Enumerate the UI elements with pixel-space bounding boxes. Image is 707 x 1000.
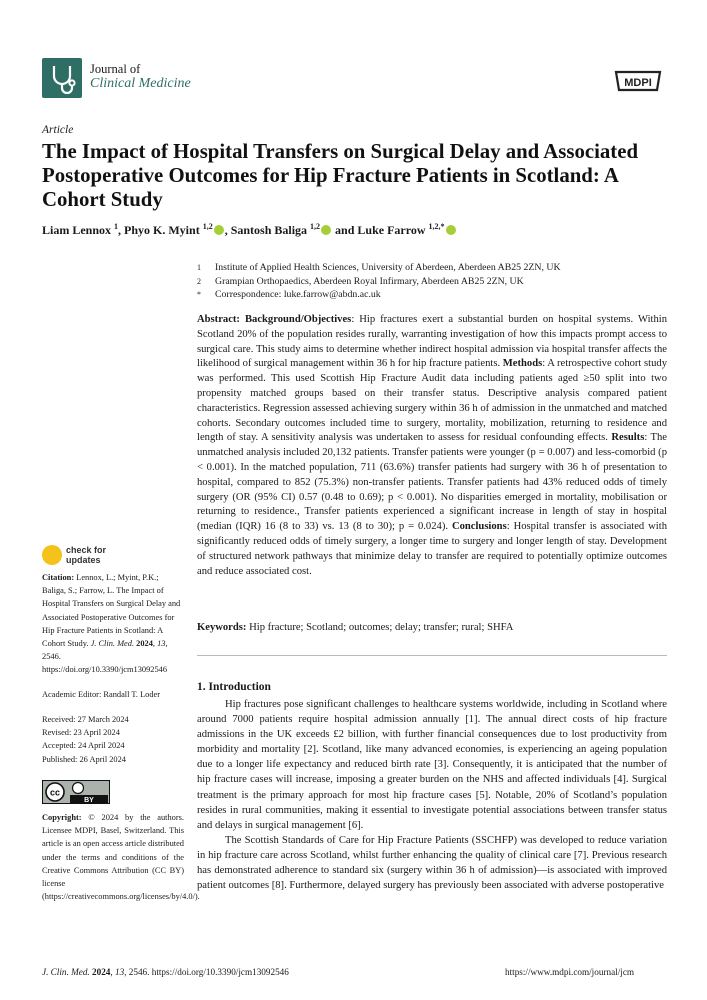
citation-pages: , 2546. https://doi.org/10.3390/jcm13092546 [42, 639, 168, 675]
check-updates-text-2: updates [66, 555, 101, 565]
orcid-icon[interactable] [446, 225, 456, 235]
cc-icon-text: cc [49, 787, 61, 798]
abstract-methods-text: : A retrospective cohort study was performed. This used Scottish Hip Fracture Audit data including patients aged ≥50 split into two propensity matched groups based on their transfer status. Descriptive analysis compared patient characteristics. Regression assessed achieving surgery within 36 h of admission in the unmatched and matched cohorts. Secondary outcomes included time to surgery, mortality, mobilization, returning to residence and length of stay. A sensitivity analysis was undertaken to assess for residual confounding effects. [197, 358, 667, 444]
abstract-label: Abstract: [197, 314, 240, 325]
keywords-label: Keywords: [197, 622, 247, 633]
journal-name-line2: Clinical Medicine [90, 76, 191, 91]
affiliation-text: Correspondence: luke.farrow@abdn.ac.uk [215, 289, 381, 301]
svg-text:MDPI: MDPI [624, 77, 652, 89]
author-separator: , [118, 223, 125, 237]
date-published: Published: 26 April 2024 [42, 754, 126, 764]
abstract-conclusions-label: Conclusions [451, 521, 507, 533]
date-accepted: Accepted: 24 April 2024 [42, 741, 125, 751]
mdpi-logo [613, 68, 663, 94]
abstract [197, 313, 667, 579]
keywords [197, 621, 667, 636]
author-name: Liam Lennox [42, 223, 112, 237]
section-divider [197, 655, 667, 656]
abstract-conclusions-text: : Hospital transfer is associated with significantly reduced odds of timely surgery, a longer time to surgery and longer length of stay. Development of structured network pathways that minimize delay to transfer are required to potentially optimize outcomes and reduce associated cost. [197, 521, 667, 577]
author-name: Santosh Baliga [230, 223, 308, 237]
date-received: Received: 27 March 2024 [42, 715, 129, 724]
author-separator: and [332, 223, 358, 237]
copyright-notice [42, 811, 200, 903]
affiliation-row [197, 288, 667, 302]
sidebar-citation: Citation: Lennox, L.; Myint, P.K.; Baliga, S.; Farrow, L. The Impact of Hospital Transfers on Surgical Delay and Associated Postoperative Outcomes for Hip Fracture Patients in Scotland: A Cohort Study. J. Clin. Med. 2024, 13, 2546. https://doi.org/10.3390/jcm13092546 [42, 573, 181, 675]
publication-dates [42, 713, 184, 766]
cc-by-license-badge[interactable] [42, 780, 110, 804]
orcid-icon[interactable] [321, 225, 331, 235]
affiliation-row [197, 275, 667, 289]
author-affiliation-mark: 1,2 [310, 222, 321, 231]
copyright-label: Copyright: [42, 813, 82, 822]
affiliation-text: Grampian Orthopaedics, Aberdeen Royal Infirmary, Aberdeen AB25 2ZN, UK [215, 275, 524, 287]
author-affiliation-mark: 1 [114, 222, 119, 231]
copyright-text: © 2024 by the authors. Licensee MDPI, Basel, Switzerland. This article is an open access article distributed under the terms and conditions of the Creative Commons Attribution (CC BY) license (https://creativecommons.org/licenses/by/4.0/). [42, 813, 200, 902]
stethoscope-icon [42, 58, 82, 98]
journal-name-line1: Journal of [90, 62, 141, 76]
footer-citation: J. Clin. Med. 2024, 13, 2546. https://doi.org/10.3390/jcm13092546 [42, 967, 289, 977]
citation-volume: 13 [157, 639, 166, 649]
abstract-results-text: : The unmatched analysis included 20,132 patients. Transfer patients were younger (p = 0.007) and less-comorbid (p < 0.001). In the matched population, 711 (63.6%) transfer patients had surgery with 36 h of presentation to hospital, compared to 852 (75.3%) non-transfer patients. Transfer patients had 43% reduced odds of timely surgery (OR (95% CI) 0.57 (0.48 to 0.69); p < 0.001). No disparities emerged in mortality, mobilisation or returning to residence., Transfer patients experienced a significant increase in length of stay in hospital (median (IQR) 16 (8 to 33) vs. 13 (8 to 30); p = 0.024). [197, 432, 667, 533]
article-title: The Impact of Hospital Transfers on Surgical Delay and Associated Postoperative Outcomes for Hip Fracture Patients in Scotland: A Cohort Study [42, 140, 639, 211]
affiliations [197, 261, 667, 302]
citation-journal: J. Clin. Med. [90, 639, 135, 649]
author-list [42, 222, 667, 238]
affiliation-mark: * [197, 290, 201, 300]
check-for-updates-badge[interactable] [42, 545, 142, 571]
academic-editor: Academic Editor: Randall T. Loder [42, 690, 161, 699]
author-affiliation-mark: 1,2 [202, 222, 213, 231]
affiliation-text: Institute of Applied Health Sciences, University of Aberdeen, Aberdeen AB25 2ZN, UK [215, 262, 561, 273]
intro-paragraph-2: The Scottish Standards of Care for Hip Fracture Patients (SSCHFP) was developed to reduce variation in hip fracture care across Scotland, whilst further enhancing the quality of clinical care [7]. Previous research has demonstrated adherence to standard six (surgery within 36 h of admission)—is associated with improved patient outcomes [8]. Furthermore, delayed surgery has previously been associated with adverse postoperative [197, 834, 667, 892]
footer-volume: 13 [114, 967, 125, 977]
author-name: Luke Farrow [357, 223, 426, 237]
footer-journal: J. Clin. Med. [42, 967, 90, 977]
author-name: Phyo K. Myint [124, 223, 200, 237]
abstract-background-text: : Hip fractures exert a substantial burden on hospital systems. Within Scotland 20% of the population resides rurally, warranting investigation of how this impacts prompt access to surgical care. This study aims to determine whether indirect hospital admission via hospital transfer affects the likelihood of surgical management within 36 h for hip fracture patients. [197, 314, 667, 370]
author-affiliation-mark: 1,2,* [428, 222, 445, 231]
date-revised: Revised: 23 April 2024 [42, 728, 120, 738]
affiliation-mark: 2 [197, 276, 201, 286]
check-updates-text-1: check for [66, 545, 107, 555]
abstract-background-label: Background/Objectives [244, 314, 352, 325]
section-heading: 1. Introduction [197, 681, 271, 693]
affiliation-row [197, 261, 667, 275]
footer-year: 2024 [92, 967, 111, 977]
citation-text: Lennox, L.; Myint, P.K.; Baliga, S.; Farrow, L. The Impact of Hospital Transfers on Surgical Delay and Associated Postoperative Outcomes for Hip Fracture Patients in Scotland: A Cohort Study. [42, 573, 181, 649]
by-icon-text: BY [84, 797, 94, 804]
citation-label: Citation: [42, 573, 75, 582]
citation-year: 2024 [136, 639, 153, 649]
abstract-results-label: Results [611, 432, 645, 444]
article-type: Article [42, 124, 74, 136]
intro-paragraph-1: Hip fractures pose significant challenges to healthcare systems worldwide, including in Scotland where around 7000 patients require hospital admission annually [1]. The annual direct costs of hip fracture admissions in the UK exceeds £2 billion, with further financial consequences due to lost productivity from morbidity and mortality [2]. Scotland, like many advanced economies, is experiencing an ageing population due to a longer life expectancy and reduced birth rate [3]. Consequently, it is anticipated that the number of hip fracture cases will increase, imposing a greater burden on the NHS and affected individuals [4]. Surgical treatment is the primary approach for most hip fracture cases [5]. Notable, 20% of Scotland’s population resides in rural communities, making it essential to investigate potential associations between transfer status and delays in surgical management [6]. [197, 699, 667, 831]
abstract-methods-label: Methods [502, 358, 543, 370]
author-separator: , [224, 223, 231, 237]
journal-logo [42, 58, 82, 98]
check-updates-icon [42, 545, 62, 565]
affiliation-mark: 1 [197, 263, 201, 272]
keywords-text: Hip fracture; Scotland; outcomes; delay; transfer; rural; SHFA [249, 622, 514, 633]
orcid-icon[interactable] [214, 225, 224, 235]
introduction-body [197, 697, 667, 893]
footer-journal-url[interactable]: https://www.mdpi.com/journal/jcm [505, 967, 635, 977]
footer-doi[interactable]: , 2546. https://doi.org/10.3390/jcm13092546 [124, 967, 289, 977]
